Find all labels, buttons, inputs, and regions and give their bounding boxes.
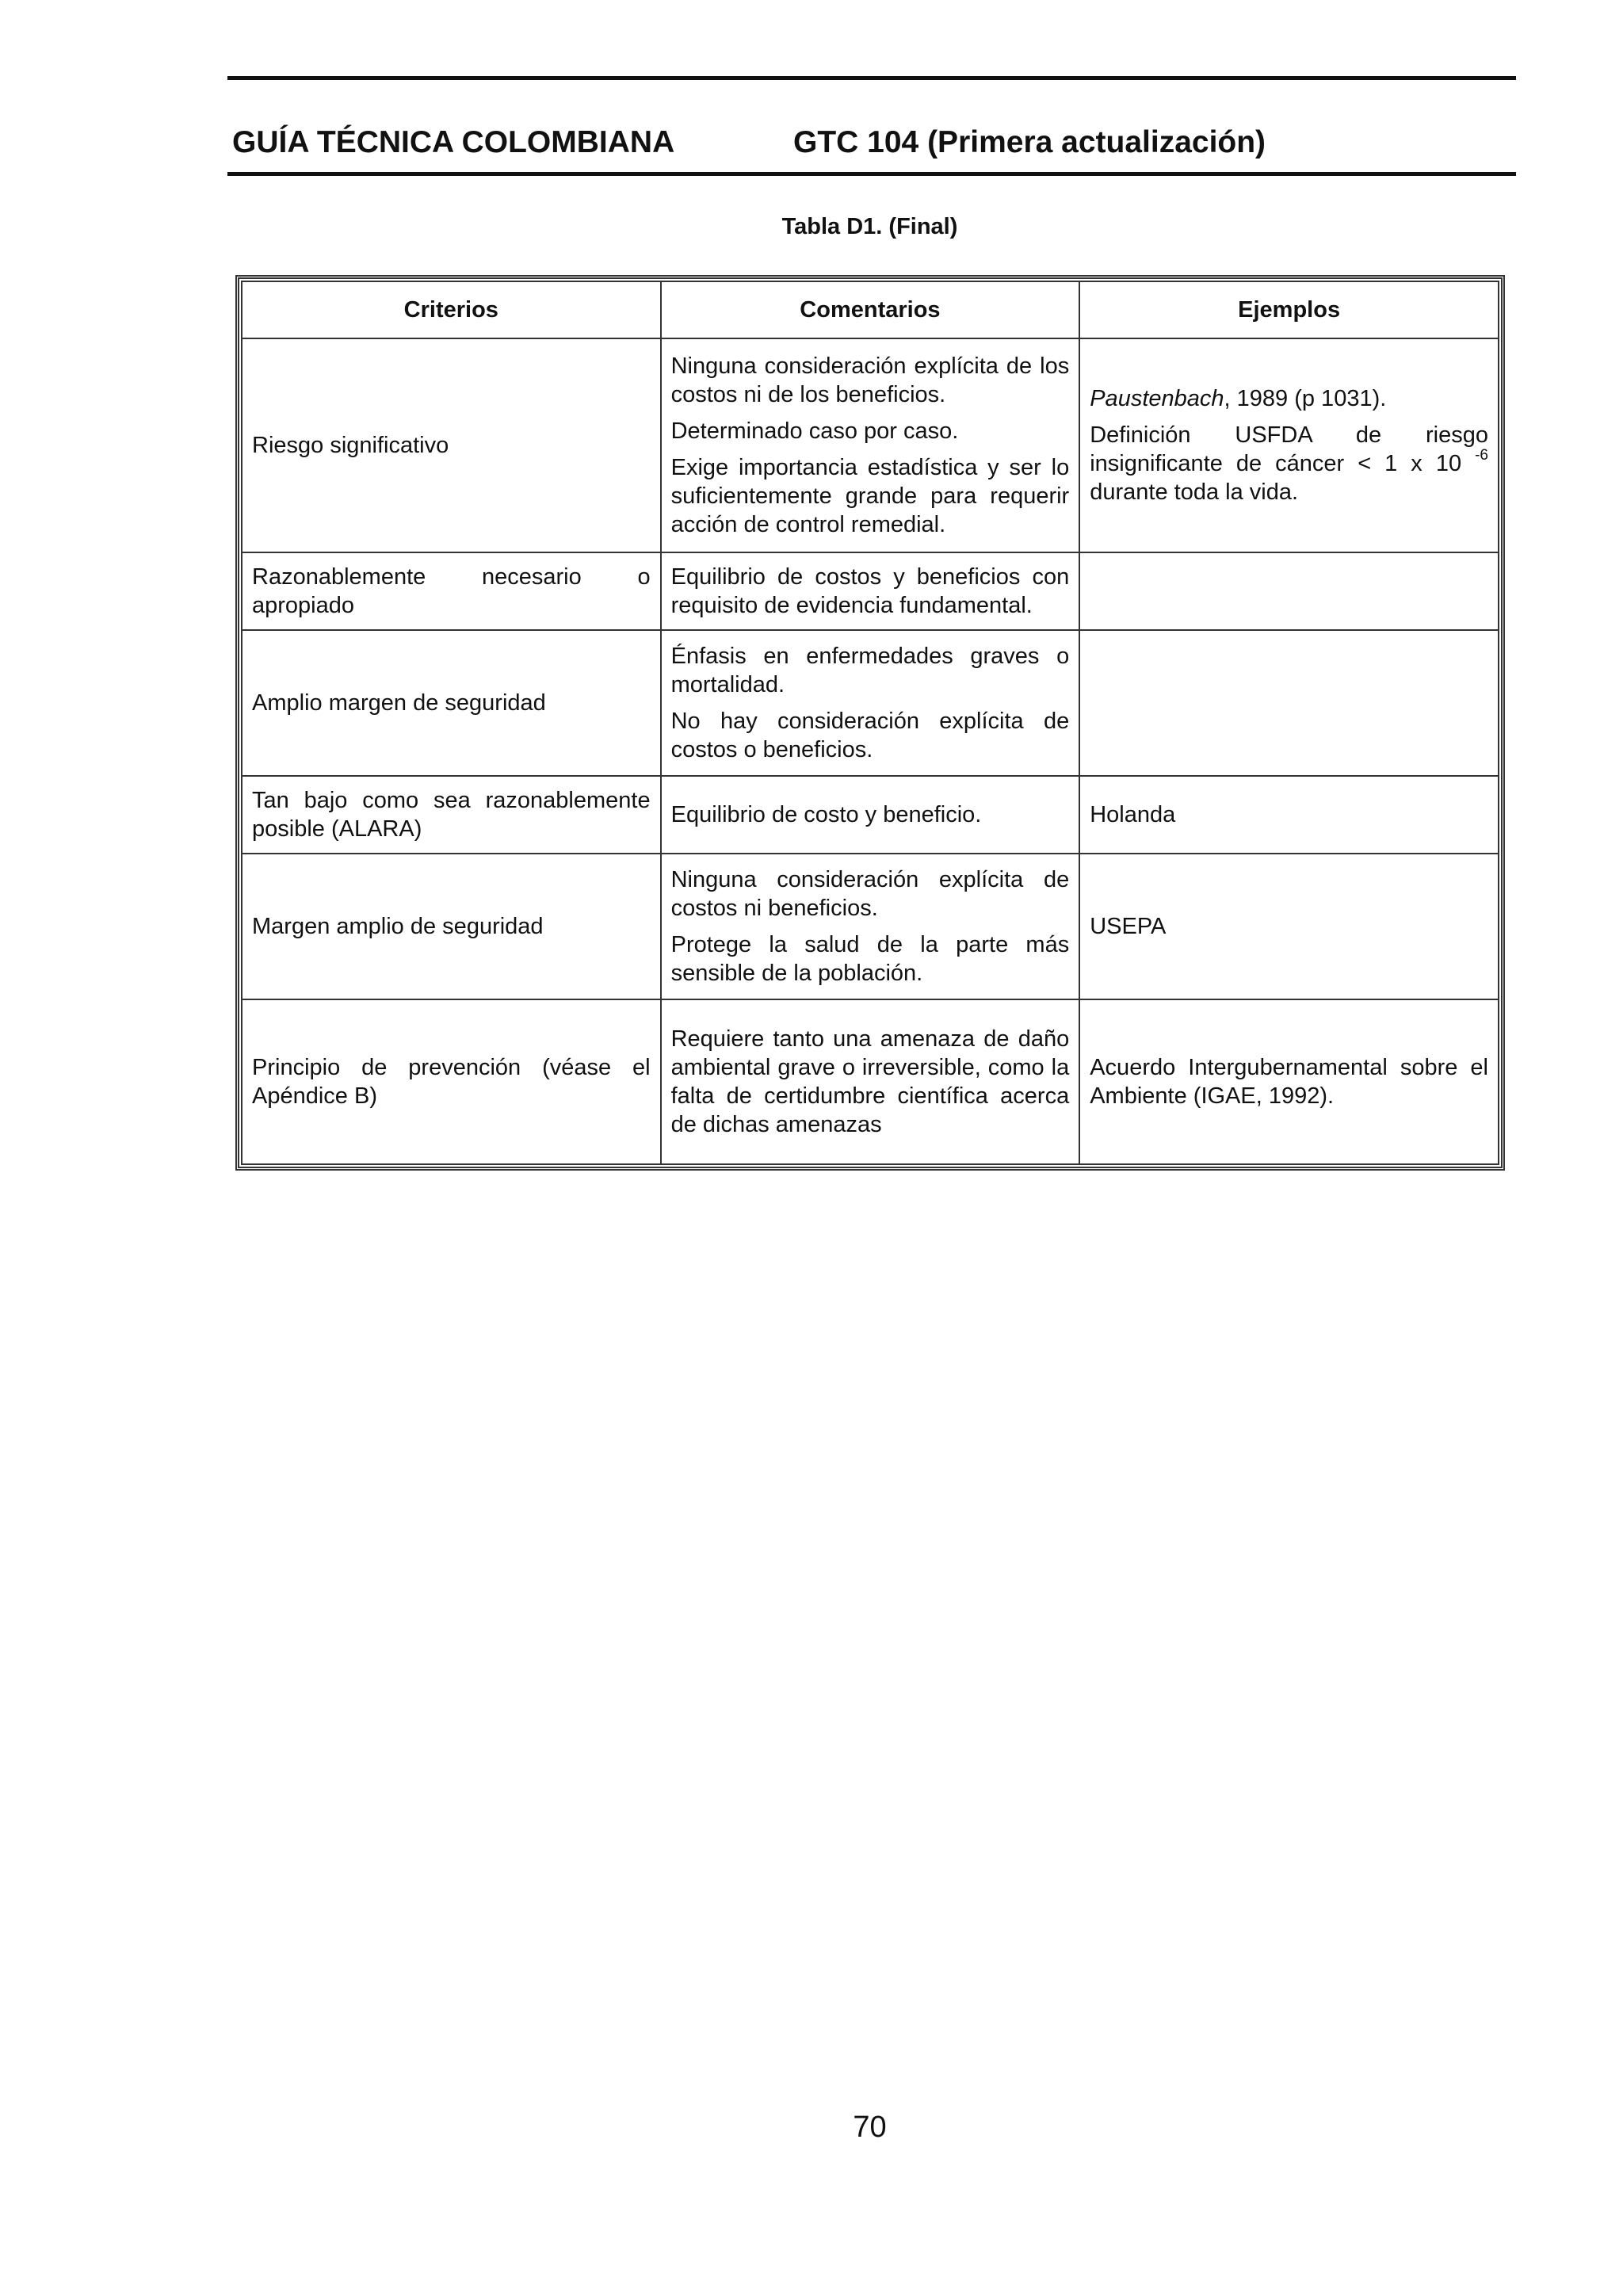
criteria-table: [235, 275, 1505, 1171]
reference-author: Paustenbach: [1090, 386, 1224, 411]
column-header-criterios: Criterios: [242, 281, 661, 338]
comentario-text: Protege la salud de la parte más sensible de la población.: [670, 932, 1070, 986]
comentario-text: Énfasis en enfermedades graves o mortalidad.: [670, 644, 1070, 697]
definition-exponent: -6: [1475, 447, 1488, 464]
table-row: [242, 854, 1499, 999]
definition-tail: durante toda la vida.: [1090, 479, 1299, 505]
table-row: [242, 630, 1499, 776]
header-bottom-rule: [227, 172, 1516, 176]
table-row: [242, 338, 1499, 552]
criterio-cell: Principio de prevención (véase el Apéndice B): [242, 999, 661, 1164]
table-row: [242, 552, 1499, 630]
ejemplos-cell: Holanda: [1079, 776, 1499, 854]
comentario-text: No hay consideración explícita de costos o beneficios.: [670, 709, 1070, 762]
header-top-rule: [227, 76, 1516, 80]
table-row: [242, 776, 1499, 854]
comentario-text: Determinado caso por caso.: [670, 418, 959, 444]
criterio-cell: Amplio margen de seguridad: [242, 630, 661, 776]
reference-citation: [1090, 384, 1488, 413]
column-header-ejemplos: Ejemplos: [1079, 281, 1499, 338]
comentario-text: Ninguna consideración explícita de los costos ni de los beneficios.: [670, 353, 1070, 407]
ejemplos-cell: [1079, 338, 1499, 552]
table-row: [242, 999, 1499, 1164]
comentario-text: Equilibrio de costos y beneficios con requisito de evidencia fundamental.: [670, 564, 1070, 618]
comentario-text: Equilibrio de costo y beneficio.: [670, 802, 982, 827]
ejemplos-cell: [1079, 630, 1499, 776]
comentarios-cell: [661, 854, 1080, 999]
comentarios-cell: [661, 999, 1080, 1164]
comentarios-cell: [661, 552, 1080, 630]
comentario-text: Exige importancia estadística y ser lo suficientemente grande para requerir acción de control remedial.: [670, 455, 1070, 537]
table-caption: Tabla D1. (Final): [781, 214, 958, 239]
criterio-cell: Riesgo significativo: [242, 338, 661, 552]
column-header-comentarios: Comentarios: [661, 281, 1080, 338]
ejemplos-cell: [1079, 552, 1499, 630]
comentarios-cell: [661, 776, 1080, 854]
definition-body: Definición USFDA de riesgo insignificante de cáncer < 1 x 10: [1090, 422, 1488, 476]
criterio-cell: Razonablemente necesario o apropiado: [242, 552, 661, 630]
comentarios-cell: [661, 338, 1080, 552]
definition-text: [1090, 421, 1488, 506]
document-series-title: GUÍA TÉCNICA COLOMBIANA: [232, 125, 675, 159]
criterio-cell: Margen amplio de seguridad: [242, 854, 661, 999]
ejemplos-cell: USEPA: [1079, 854, 1499, 999]
criterio-cell: Tan bajo como sea razonablemente posible (ALARA): [242, 776, 661, 854]
comentarios-cell: [661, 630, 1080, 776]
document-code-title: GTC 104 (Primera actualización): [793, 125, 1266, 159]
page-number: 70: [853, 2111, 887, 2144]
table-header-row: [242, 281, 1499, 338]
comentario-text: Ninguna consideración explícita de costos ni beneficios.: [670, 867, 1070, 921]
reference-detail: , 1989 (p 1031).: [1224, 386, 1387, 411]
ejemplos-cell: Acuerdo Intergubernamental sobre el Ambiente (IGAE, 1992).: [1079, 999, 1499, 1164]
comentario-text: Requiere tanto una amenaza de daño ambiental grave o irreversible, como la falta de certidumbre científica acerca de dichas amenazas: [670, 1026, 1070, 1137]
